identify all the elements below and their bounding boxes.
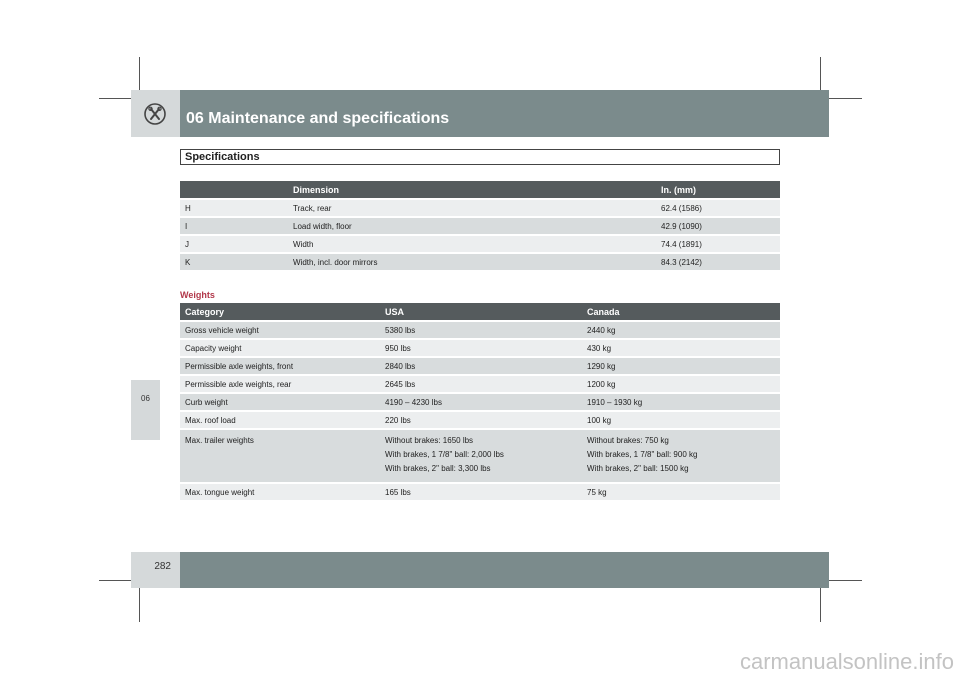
table-cell: I [180,218,288,234]
table-header-row [180,181,780,198]
table-cell: 430 kg [582,340,780,356]
table-row [180,412,780,428]
column-header: Canada [582,303,780,320]
table-cell: 2440 kg [582,322,780,338]
table-cell: 1910 – 1930 kg [582,394,780,410]
table-cell: 5380 lbs [380,322,582,338]
section-title-bar [180,149,780,165]
table-cell: Max. tongue weight [180,484,380,500]
cell-line: With brakes, 1 7/8" ball: 900 kg [587,450,698,459]
footer-page-tab [131,552,180,588]
table-row [180,254,780,270]
table-row [180,322,780,338]
table-header-row [180,303,780,320]
table-row-trailer-weights [180,430,780,482]
column-header: Category [180,303,380,320]
table-cell: Permissible axle weights, front [180,358,380,374]
table-cell: Gross vehicle weight [180,322,380,338]
cell-line: With brakes, 2" ball: 1500 kg [587,464,689,473]
weights-table [180,301,780,502]
cell-line: With brakes, 1 7/8" ball: 2,000 lbs [385,450,504,459]
table-cell: Width, incl. door mirrors [288,254,656,270]
table-cell: Track, rear [288,200,656,216]
chapter-tab-label: 06 [141,394,150,403]
table-cell: Permissible axle weights, rear [180,376,380,392]
table-row [180,376,780,392]
weights-heading: Weights [180,290,215,300]
column-header: Dimension [288,181,656,198]
table-cell: 75 kg [582,484,780,500]
footer-band [180,552,829,588]
column-header: In. (mm) [656,181,780,198]
table-cell: 950 lbs [380,340,582,356]
table-cell: Curb weight [180,394,380,410]
table-cell: 74.4 (1891) [656,236,780,252]
table-row [180,484,780,500]
table-cell: Capacity weight [180,340,380,356]
table-cell: 100 kg [582,412,780,428]
table-row [180,236,780,252]
table-cell: 42.9 (1090) [656,218,780,234]
table-row [180,394,780,410]
table-cell: J [180,236,288,252]
table-cell: 2645 lbs [380,376,582,392]
table-cell: 4190 – 4230 lbs [380,394,582,410]
cell-line: Max. trailer weights [185,436,254,445]
table-cell: 1200 kg [582,376,780,392]
table-cell: 2840 lbs [380,358,582,374]
watermark: carmanualsonline.info [739,649,954,674]
section-title: Specifications [185,151,260,163]
table-cell: Max. roof load [180,412,380,428]
column-header [180,181,288,198]
table-row [180,340,780,356]
table-row [180,358,780,374]
table-row [180,218,780,234]
table-cell [180,430,380,482]
chapter-side-tab [131,380,160,440]
table-cell: H [180,200,288,216]
cell-line: With brakes, 2" ball: 3,300 lbs [385,464,491,473]
table-row [180,200,780,216]
table-cell: 165 lbs [380,484,582,500]
page-number: 282 [154,561,171,572]
column-header: USA [380,303,582,320]
dimensions-table [180,179,780,272]
table-cell [582,430,780,482]
table-cell: Width [288,236,656,252]
table-cell: K [180,254,288,270]
wrench-icon [144,103,166,125]
table-cell [380,430,582,482]
cell-line: Without brakes: 1650 lbs [385,436,474,445]
table-cell: 84.3 (2142) [656,254,780,270]
chapter-title: 06 Maintenance and specifications [186,110,450,127]
cell-line: Without brakes: 750 kg [587,436,669,445]
table-cell: 1290 kg [582,358,780,374]
table-cell: 62.4 (1586) [656,200,780,216]
table-cell: Load width, floor [288,218,656,234]
table-cell: 220 lbs [380,412,582,428]
